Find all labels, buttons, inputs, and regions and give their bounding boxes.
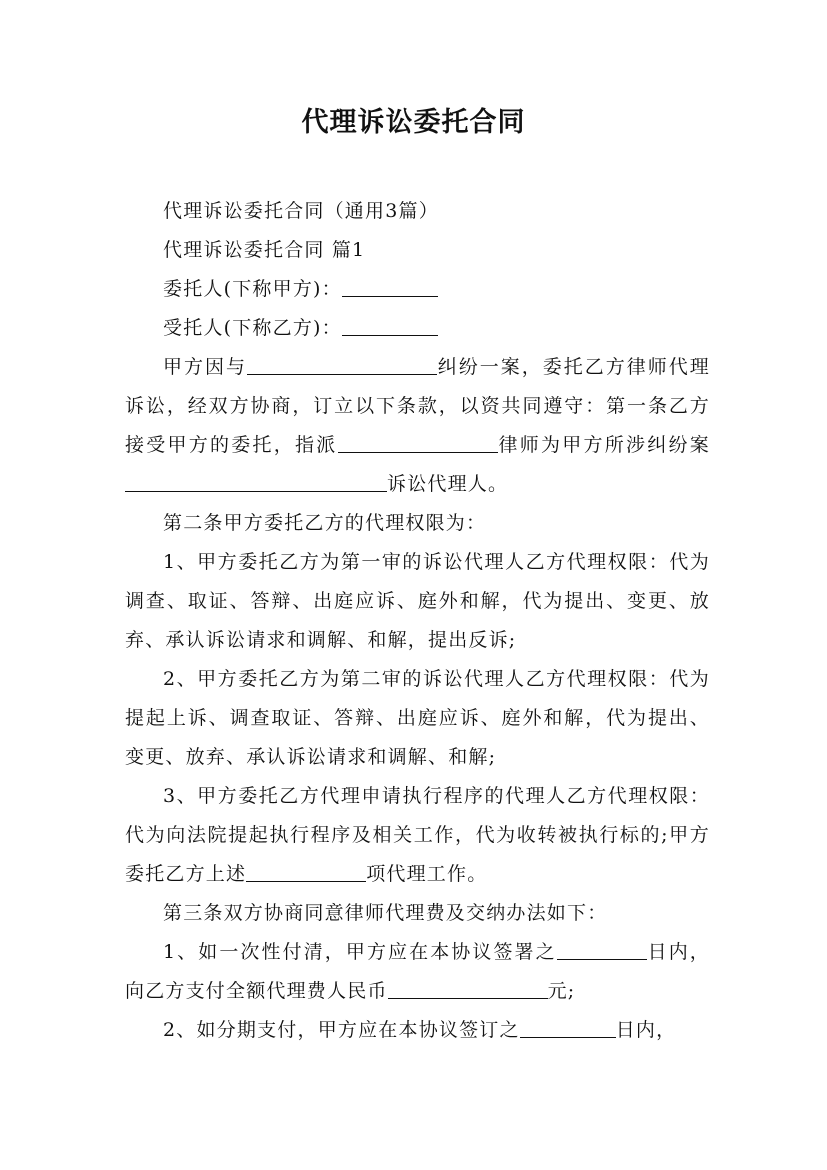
paragraph-article-3 (125, 894, 710, 933)
paragraph-article-2-item-1 (125, 543, 710, 660)
intro-text-4: 诉讼代理人。 (387, 473, 509, 495)
paragraph-article-2-item-2 (125, 660, 710, 777)
article-3-item-2-text-a: 2、如分期支付，甲方应在本协议签订之 (163, 1019, 520, 1041)
paragraph-article-2-item-3 (125, 777, 710, 894)
document-title: 代理诉讼委托合同 (301, 107, 526, 138)
article-3-text: 第三条双方协商同意律师代理费及交纳办法如下： (163, 902, 608, 924)
part-text: 代理诉讼委托合同 篇1 (163, 239, 366, 261)
article-2-item-3-text-b: 项代理工作。 (366, 863, 488, 885)
intro-text-1: 甲方因与 (163, 356, 247, 378)
fee-amount-blank (388, 978, 548, 999)
paragraph-party-a (125, 270, 710, 309)
dispute-party-blank (247, 354, 437, 375)
intro-text-2: 纠纷一案，委托乙方律师代理诉讼，经双方协商，订立以下条款，以资共同遵守：第一条乙方接受甲方的委托，指派 (125, 356, 710, 456)
intro-text-3: 律师为甲方所涉纠纷案 (497, 434, 710, 456)
paragraph-intro (125, 348, 710, 504)
paragraph-article-3-item-2 (125, 1011, 710, 1050)
party-b-label: 受托人(下称乙方)： (163, 317, 342, 339)
article-3-item-1-text-b: 日内，向乙方支付全额代理费人民币 (125, 941, 710, 1002)
installment-days-blank (520, 1017, 616, 1038)
party-a-label: 委托人(下称甲方)： (163, 278, 342, 300)
article-2-text: 第二条甲方委托乙方的代理权限为： (163, 512, 487, 534)
paragraph-article-2 (125, 504, 710, 543)
lawyer-name-blank (338, 432, 498, 453)
article-2-item-3-text-a: 3、甲方委托乙方代理申请执行程序的代理人乙方代理权限：代为向法院提起执行程序及相关工作，代为收转被执行标的;甲方委托乙方上述 (125, 785, 710, 885)
article-2-item-1-text: 1、甲方委托乙方为第一审的诉讼代理人乙方代理权限：代为调查、取证、答辩、出庭应诉、庭外和解，代为提出、变更、放弃、承认诉讼请求和调解、和解，提出反诉; (125, 551, 710, 651)
document-body (125, 192, 710, 1050)
article-3-item-1-text-a: 1、如一次性付清，甲方应在本协议签署之 (163, 941, 557, 963)
article-3-item-2-text-b: 日内， (615, 1019, 677, 1041)
party-a-blank (342, 276, 438, 297)
work-items-blank (246, 861, 366, 882)
paragraph-heading (125, 192, 710, 231)
days-blank (557, 939, 647, 960)
article-3-item-1-text-c: 元; (547, 980, 576, 1002)
party-b-blank (342, 315, 438, 336)
article-2-item-2-text: 2、甲方委托乙方为第二审的诉讼代理人乙方代理权限：代为提起上诉、调查取证、答辩、出庭应诉、庭外和解，代为提出、变更、放弃、承认诉讼请求和调解、和解; (125, 668, 710, 768)
heading-text: 代理诉讼委托合同（通用3篇） (163, 200, 439, 222)
paragraph-party-b (125, 309, 710, 348)
case-name-blank (125, 471, 387, 492)
paragraph-article-3-item-1 (125, 933, 710, 1011)
paragraph-part (125, 231, 710, 270)
